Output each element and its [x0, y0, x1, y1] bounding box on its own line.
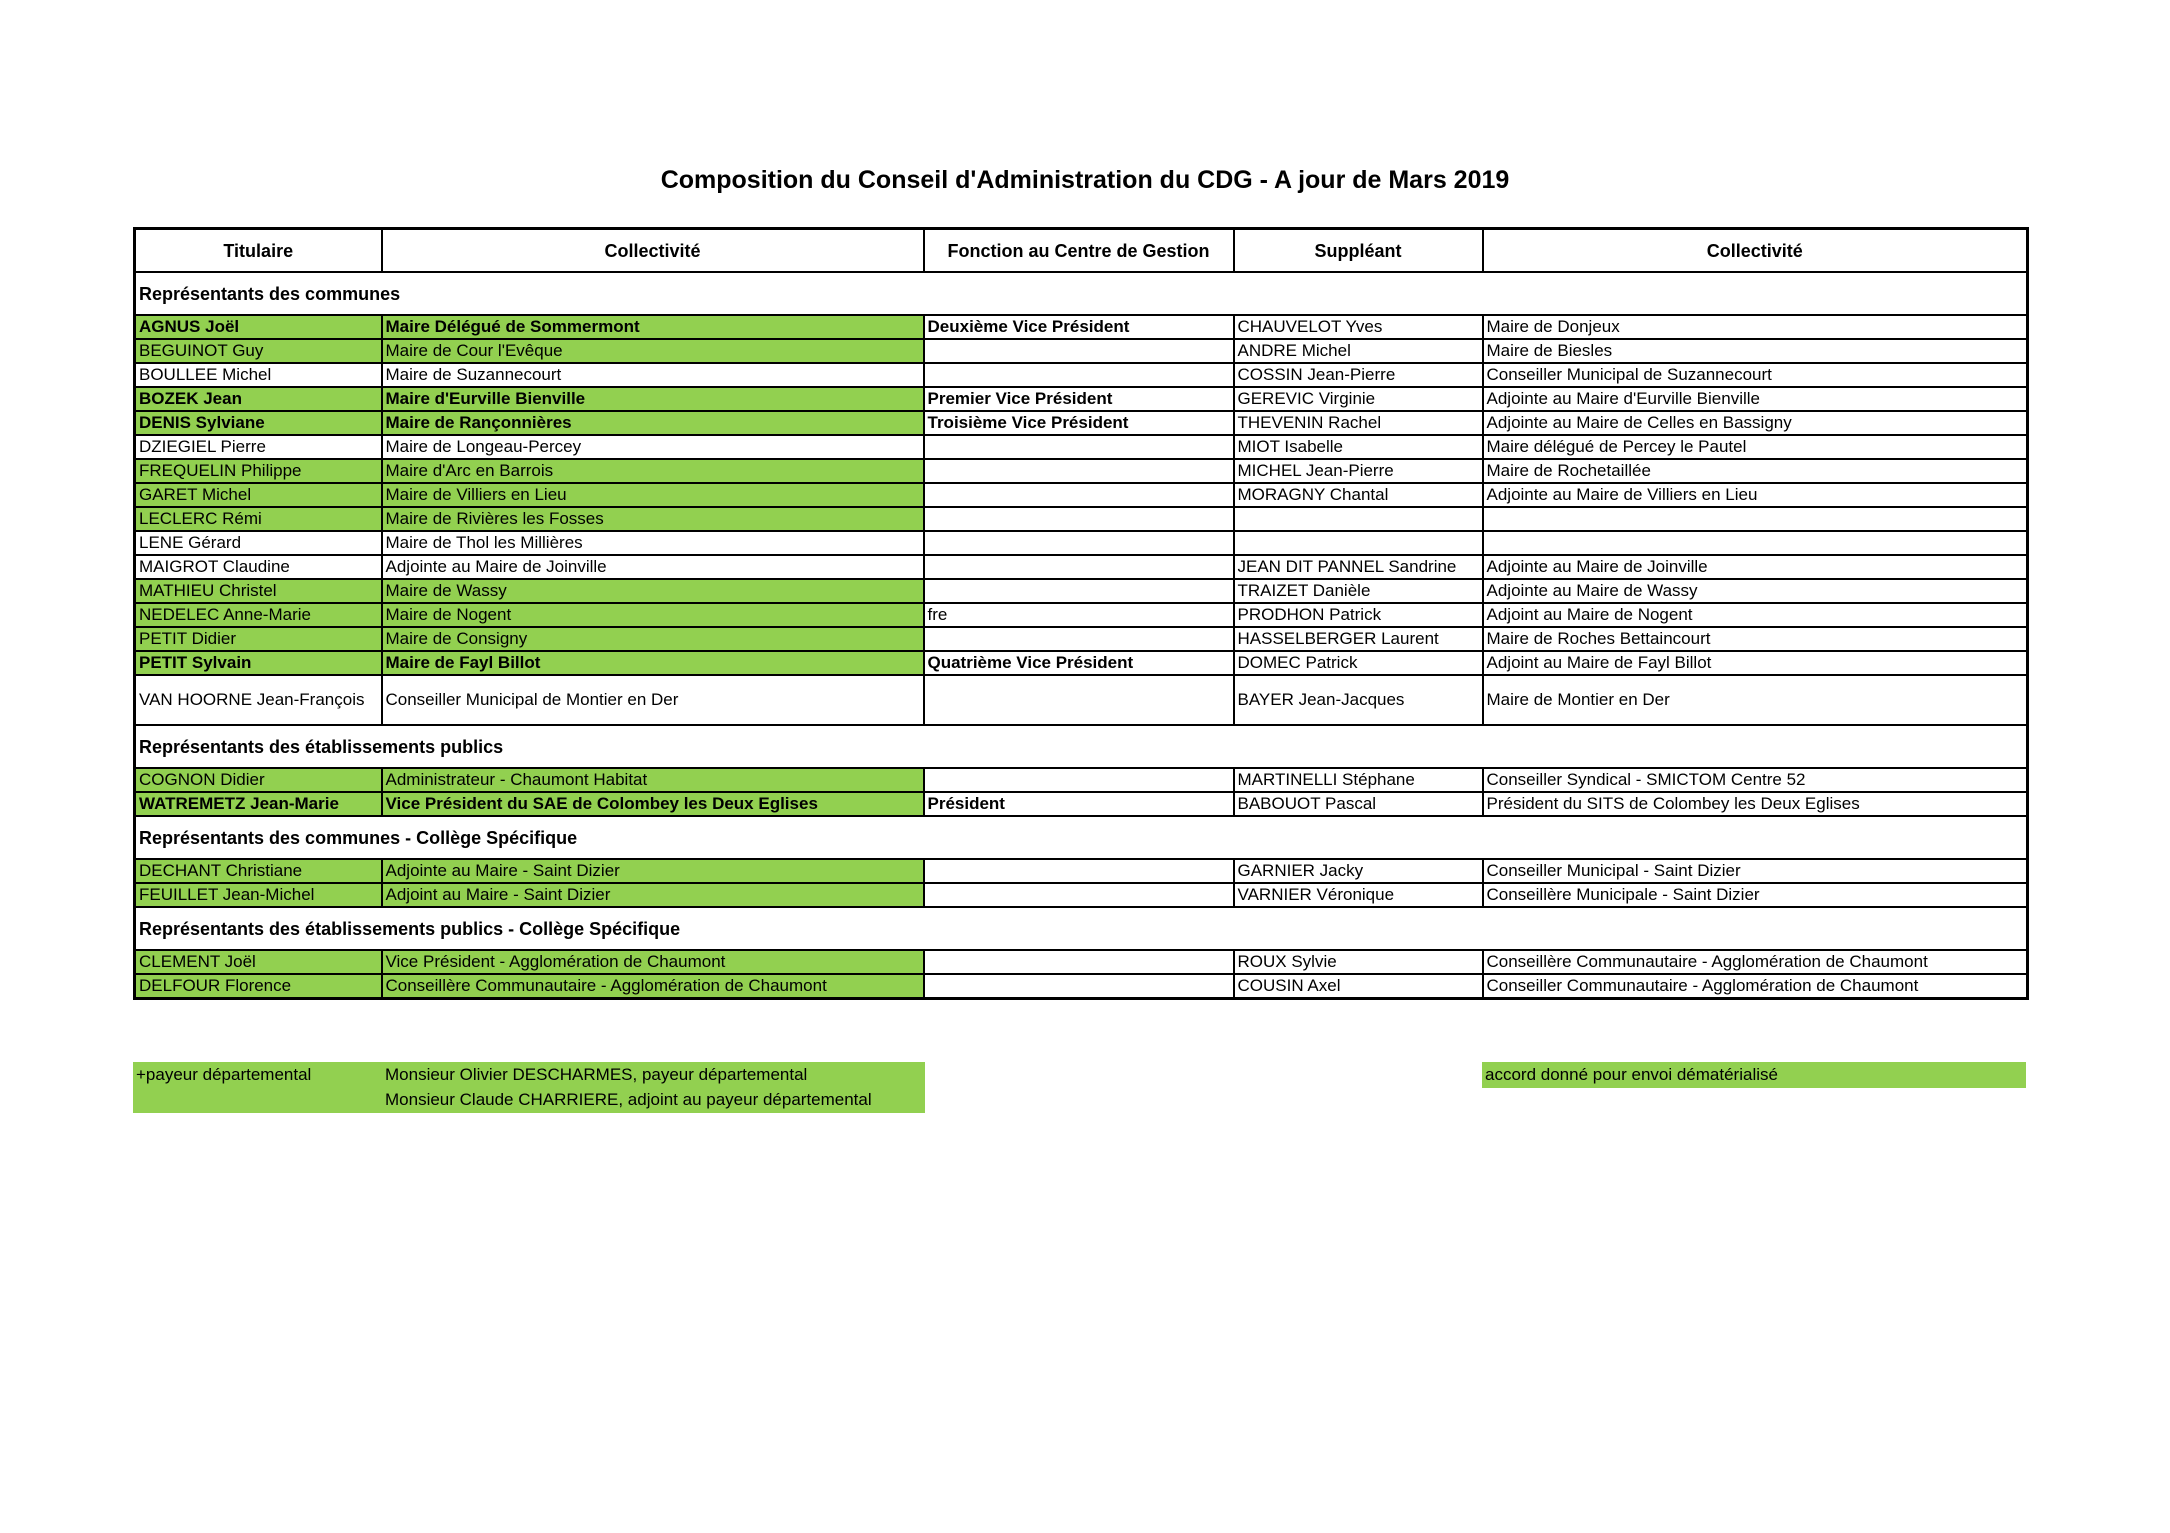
suppleant-cell: BABOUOT Pascal — [1234, 792, 1483, 816]
header-fonction: Fonction au Centre de Gestion — [924, 229, 1234, 273]
legend-box — [1482, 1062, 2026, 1088]
collectivite-cell: Administrateur - Chaumont Habitat — [382, 768, 924, 792]
titulaire-cell: PETIT Sylvain — [135, 651, 382, 675]
collectivite-suppleant-cell: Conseillère Communautaire - Agglomération de Chaumont — [1483, 950, 2028, 974]
suppleant-cell: GARNIER Jacky — [1234, 859, 1483, 883]
table-row — [135, 531, 2028, 555]
fonction-cell — [924, 579, 1234, 603]
collectivite-suppleant-cell: Président du SITS de Colombey les Deux Eglises — [1483, 792, 2028, 816]
collectivite-cell: Maire Délégué de Sommermont — [382, 315, 924, 339]
section-header — [135, 907, 2028, 950]
table-row — [135, 507, 2028, 531]
collectivite-suppleant-cell: Maire de Montier en Der — [1483, 675, 2028, 725]
fonction-cell: Président — [924, 792, 1234, 816]
titulaire-cell: AGNUS Joël — [135, 315, 382, 339]
titulaire-cell: FEUILLET Jean-Michel — [135, 883, 382, 907]
collectivite-suppleant-cell: Conseiller Municipal de Suzannecourt — [1483, 363, 2028, 387]
page-title: Composition du Conseil d'Administration du CDG - A jour de Mars 2019 — [660, 166, 1510, 194]
fonction-cell — [924, 859, 1234, 883]
fonction-cell — [924, 507, 1234, 531]
titulaire-cell: VAN HOORNE Jean-François — [135, 675, 382, 725]
titulaire-cell: WATREMETZ Jean-Marie — [135, 792, 382, 816]
collectivite-cell: Maire de Fayl Billot — [382, 651, 924, 675]
fonction-cell: fre — [924, 603, 1234, 627]
titulaire-cell: LECLERC Rémi — [135, 507, 382, 531]
table-row — [135, 339, 2028, 363]
table-row — [135, 603, 2028, 627]
payeur-label: +payeur départemental — [136, 1065, 312, 1084]
payeur-block — [133, 1062, 925, 1113]
fonction-cell: Deuxième Vice Président — [924, 315, 1234, 339]
fonction-cell: Quatrième Vice Président — [924, 651, 1234, 675]
table-row — [135, 579, 2028, 603]
suppleant-cell: HASSELBERGER Laurent — [1234, 627, 1483, 651]
payeur-line-1: Monsieur Olivier DESCHARMES, payeur départemental — [385, 1065, 808, 1084]
titulaire-cell: DELFOUR Florence — [135, 974, 382, 999]
table-row — [135, 675, 2028, 725]
table-row — [135, 859, 2028, 883]
header-row — [135, 229, 2028, 273]
suppleant-cell: COUSIN Axel — [1234, 974, 1483, 999]
collectivite-cell: Maire d'Arc en Barrois — [382, 459, 924, 483]
collectivite-cell: Maire de Rivières les Fosses — [382, 507, 924, 531]
suppleant-cell: JEAN DIT PANNEL Sandrine — [1234, 555, 1483, 579]
fonction-cell — [924, 435, 1234, 459]
titulaire-cell: BOZEK Jean — [135, 387, 382, 411]
suppleant-cell: MICHEL Jean-Pierre — [1234, 459, 1483, 483]
table-row — [135, 363, 2028, 387]
table-row — [135, 651, 2028, 675]
collectivite-cell: Vice Président - Agglomération de Chaumont — [382, 950, 924, 974]
collectivite-suppleant-cell: Maire de Rochetaillée — [1483, 459, 2028, 483]
collectivite-cell: Conseillère Communautaire - Agglomération de Chaumont — [382, 974, 924, 999]
suppleant-cell: MIOT Isabelle — [1234, 435, 1483, 459]
suppleant-cell — [1234, 507, 1483, 531]
collectivite-suppleant-cell: Maire délégué de Percey le Pautel — [1483, 435, 2028, 459]
suppleant-cell: MARTINELLI Stéphane — [1234, 768, 1483, 792]
section-header — [135, 725, 2028, 768]
collectivite-suppleant-cell: Conseillère Municipale - Saint Dizier — [1483, 883, 2028, 907]
collectivite-suppleant-cell: Conseiller Communautaire - Agglomération de Chaumont — [1483, 974, 2028, 999]
titulaire-cell: NEDELEC Anne-Marie — [135, 603, 382, 627]
suppleant-cell: ANDRE Michel — [1234, 339, 1483, 363]
collectivite-cell: Maire de Nogent — [382, 603, 924, 627]
titulaire-cell: FREQUELIN Philippe — [135, 459, 382, 483]
table-row — [135, 627, 2028, 651]
collectivite-cell: Maire de Rançonnières — [382, 411, 924, 435]
fonction-cell — [924, 459, 1234, 483]
suppleant-cell: BAYER Jean-Jacques — [1234, 675, 1483, 725]
section-header — [135, 272, 2028, 315]
titulaire-cell: GARET Michel — [135, 483, 382, 507]
suppleant-cell: CHAUVELOT Yves — [1234, 315, 1483, 339]
collectivite-cell: Maire d'Eurville Bienville — [382, 387, 924, 411]
collectivite-suppleant-cell — [1483, 531, 2028, 555]
header-collectivite: Collectivité — [382, 229, 924, 273]
collectivite-cell: Maire de Consigny — [382, 627, 924, 651]
titulaire-cell: DENIS Sylviane — [135, 411, 382, 435]
suppleant-cell: ROUX Sylvie — [1234, 950, 1483, 974]
collectivite-suppleant-cell: Adjointe au Maire de Celles en Bassigny — [1483, 411, 2028, 435]
collectivite-cell: Maire de Cour l'Evêque — [382, 339, 924, 363]
table-row — [135, 435, 2028, 459]
header-collectivite-suppleant: Collectivité — [1483, 229, 2028, 273]
collectivite-suppleant-cell: Maire de Donjeux — [1483, 315, 2028, 339]
table-row — [135, 950, 2028, 974]
titulaire-cell: BEGUINOT Guy — [135, 339, 382, 363]
fonction-cell — [924, 883, 1234, 907]
fonction-cell: Troisième Vice Président — [924, 411, 1234, 435]
suppleant-cell: VARNIER Véronique — [1234, 883, 1483, 907]
collectivite-cell: Adjointe au Maire - Saint Dizier — [382, 859, 924, 883]
titulaire-cell: LENE Gérard — [135, 531, 382, 555]
fonction-cell — [924, 483, 1234, 507]
table-row — [135, 387, 2028, 411]
table-row — [135, 411, 2028, 435]
collectivite-suppleant-cell: Maire de Roches Bettaincourt — [1483, 627, 2028, 651]
collectivite-suppleant-cell: Conseiller Municipal - Saint Dizier — [1483, 859, 2028, 883]
collectivite-cell: Conseiller Municipal de Montier en Der — [382, 675, 924, 725]
fonction-cell — [924, 531, 1234, 555]
suppleant-cell: COSSIN Jean-Pierre — [1234, 363, 1483, 387]
fonction-cell — [924, 339, 1234, 363]
section-label: Représentants des communes — [135, 272, 2028, 315]
collectivite-suppleant-cell: Adjointe au Maire de Joinville — [1483, 555, 2028, 579]
collectivite-suppleant-cell — [1483, 507, 2028, 531]
fonction-cell — [924, 627, 1234, 651]
table-row — [135, 792, 2028, 816]
suppleant-cell: DOMEC Patrick — [1234, 651, 1483, 675]
collectivite-suppleant-cell: Maire de Biesles — [1483, 339, 2028, 363]
titulaire-cell: CLEMENT Joël — [135, 950, 382, 974]
council-table — [133, 227, 2029, 1000]
fonction-cell — [924, 363, 1234, 387]
fonction-cell — [924, 675, 1234, 725]
collectivite-suppleant-cell: Conseiller Syndical - SMICTOM Centre 52 — [1483, 768, 2028, 792]
header-titulaire: Titulaire — [135, 229, 382, 273]
fonction-cell — [924, 950, 1234, 974]
suppleant-cell — [1234, 531, 1483, 555]
collectivite-suppleant-cell: Adjoint au Maire de Nogent — [1483, 603, 2028, 627]
titulaire-cell: BOULLEE Michel — [135, 363, 382, 387]
payeur-line-2: Monsieur Claude CHARRIERE, adjoint au payeur départemental — [385, 1090, 872, 1109]
titulaire-cell: MAIGROT Claudine — [135, 555, 382, 579]
table-row — [135, 483, 2028, 507]
collectivite-cell: Maire de Thol les Millières — [382, 531, 924, 555]
titulaire-cell: DZIEGIEL Pierre — [135, 435, 382, 459]
collectivite-suppleant-cell: Adjointe au Maire d'Eurville Bienville — [1483, 387, 2028, 411]
collectivite-cell: Maire de Wassy — [382, 579, 924, 603]
fonction-cell — [924, 768, 1234, 792]
titulaire-cell: MATHIEU Christel — [135, 579, 382, 603]
suppleant-cell: GEREVIC Virginie — [1234, 387, 1483, 411]
table-row — [135, 768, 2028, 792]
collectivite-suppleant-cell: Adjointe au Maire de Wassy — [1483, 579, 2028, 603]
suppleant-cell: PRODHON Patrick — [1234, 603, 1483, 627]
fonction-cell: Premier Vice Président — [924, 387, 1234, 411]
collectivite-suppleant-cell: Adjointe au Maire de Villiers en Lieu — [1483, 483, 2028, 507]
collectivite-suppleant-cell: Adjoint au Maire de Fayl Billot — [1483, 651, 2028, 675]
collectivite-cell: Adjointe au Maire de Joinville — [382, 555, 924, 579]
fonction-cell — [924, 974, 1234, 999]
collectivite-cell: Vice Président du SAE de Colombey les Deux Eglises — [382, 792, 924, 816]
titulaire-cell: DECHANT Christiane — [135, 859, 382, 883]
legend-text: accord donné pour envoi dématérialisé — [1485, 1065, 1778, 1084]
table-row — [135, 883, 2028, 907]
collectivite-cell: Maire de Suzannecourt — [382, 363, 924, 387]
titulaire-cell: PETIT Didier — [135, 627, 382, 651]
section-label: Représentants des établissements publics - Collège Spécifique — [135, 907, 2028, 950]
header-suppleant: Suppléant — [1234, 229, 1483, 273]
suppleant-cell: TRAIZET Danièle — [1234, 579, 1483, 603]
table-row — [135, 974, 2028, 999]
table-row — [135, 315, 2028, 339]
collectivite-cell: Adjoint au Maire - Saint Dizier — [382, 883, 924, 907]
collectivite-cell: Maire de Villiers en Lieu — [382, 483, 924, 507]
section-label: Représentants des établissements publics — [135, 725, 2028, 768]
titulaire-cell: COGNON Didier — [135, 768, 382, 792]
suppleant-cell: MORAGNY Chantal — [1234, 483, 1483, 507]
collectivite-cell: Maire de Longeau-Percey — [382, 435, 924, 459]
table-row — [135, 459, 2028, 483]
section-label: Représentants des communes - Collège Spécifique — [135, 816, 2028, 859]
fonction-cell — [924, 555, 1234, 579]
section-header — [135, 816, 2028, 859]
suppleant-cell: THEVENIN Rachel — [1234, 411, 1483, 435]
table-row — [135, 555, 2028, 579]
